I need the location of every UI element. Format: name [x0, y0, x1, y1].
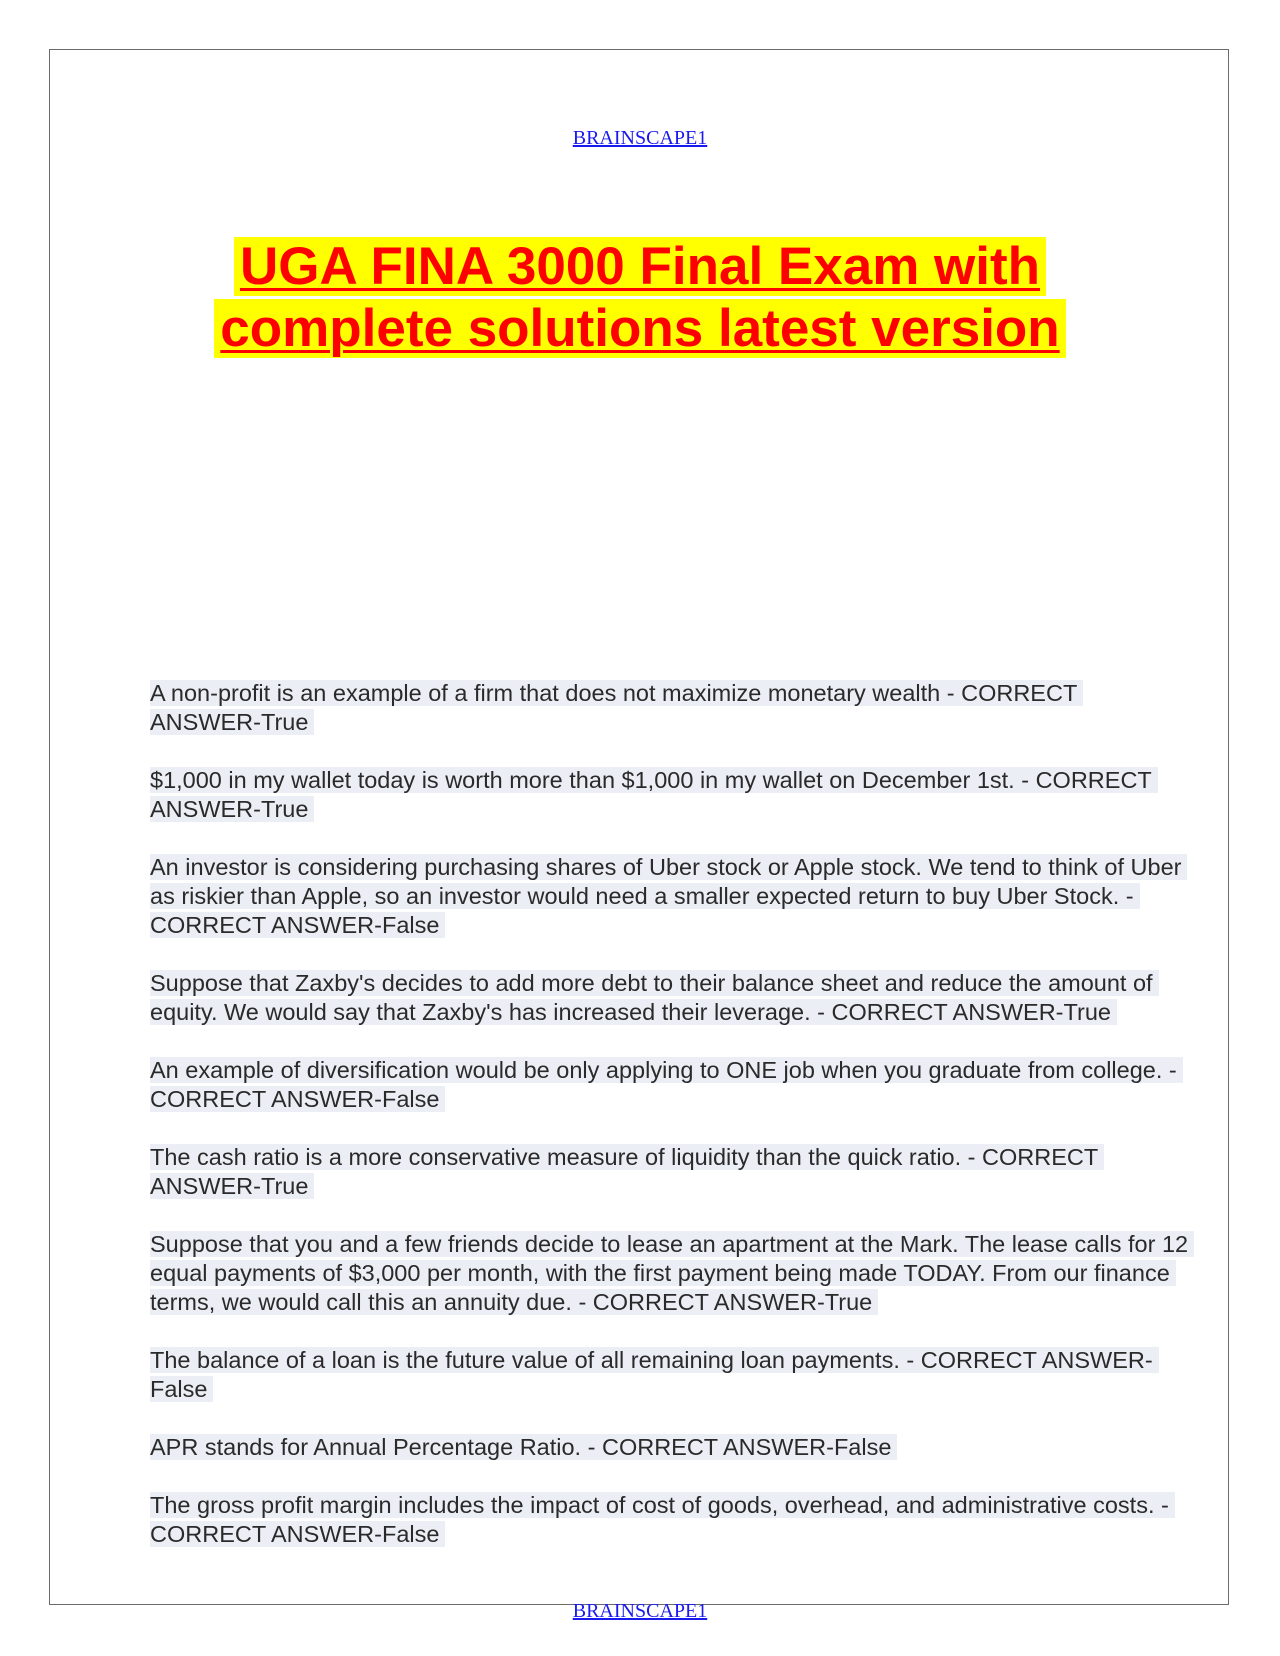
qa-text: The gross profit margin includes the impact of cost of goods, overhead, and administrative costs. - CORRECT ANSWER-False: [150, 1492, 1175, 1547]
qa-item: [150, 969, 1190, 1027]
qa-item: [150, 853, 1190, 940]
qa-text: $1,000 in my wallet today is worth more than $1,000 in my wallet on December 1st. - CORRECT ANSWER-True: [150, 767, 1158, 822]
qa-text: APR stands for Annual Percentage Ratio. - CORRECT ANSWER-False: [150, 1434, 897, 1460]
qa-item: [150, 1143, 1190, 1201]
title-line-1: UGA FINA 3000 Final Exam with: [234, 237, 1046, 296]
qa-item: [150, 1433, 1190, 1462]
qa-text: The cash ratio is a more conservative measure of liquidity than the quick ratio. - CORRECT ANSWER-True: [150, 1144, 1104, 1199]
footer-brainscape-link[interactable]: BRAINSCAPE1: [572, 1600, 708, 1622]
qa-item: [150, 766, 1190, 824]
qa-item: [150, 1230, 1190, 1317]
qa-item: [150, 1491, 1190, 1549]
qa-item: [150, 1346, 1190, 1404]
qa-text: An example of diversification would be only applying to ONE job when you graduate from college. - CORRECT ANSWER-False: [150, 1057, 1183, 1112]
qa-text: Suppose that Zaxby's decides to add more debt to their balance sheet and reduce the amount of equity. We would say that Zaxby's has increased their leverage. - CORRECT ANSWER-True: [150, 970, 1159, 1025]
qa-text: The balance of a loan is the future value of all remaining loan payments. - CORRECT ANSWER-False: [150, 1347, 1159, 1402]
question-answer-list: [150, 679, 1190, 1578]
qa-text: An investor is considering purchasing shares of Uber stock or Apple stock. We tend to think of Uber as riskier than Apple, so an investor would need a smaller expected return to buy Uber Stock. - CORRECT ANSWER-False: [150, 854, 1187, 938]
document-page: [49, 49, 1229, 1622]
qa-text: A non-profit is an example of a firm that does not maximize monetary wealth - CORRECT ANSWER-True: [150, 680, 1083, 735]
title-line-2: complete solutions latest version: [214, 299, 1065, 358]
document-title: [180, 236, 1100, 360]
qa-text: Suppose that you and a few friends decide to lease an apartment at the Mark. The lease calls for 12 equal payments of $3,000 per month, with the first payment being made TODAY. From our finance terms, we would call this an annuity due. - CORRECT ANSWER-True: [150, 1231, 1194, 1315]
qa-item: [150, 1056, 1190, 1114]
qa-item: [150, 679, 1190, 737]
header-brainscape-link[interactable]: BRAINSCAPE1: [572, 127, 708, 149]
